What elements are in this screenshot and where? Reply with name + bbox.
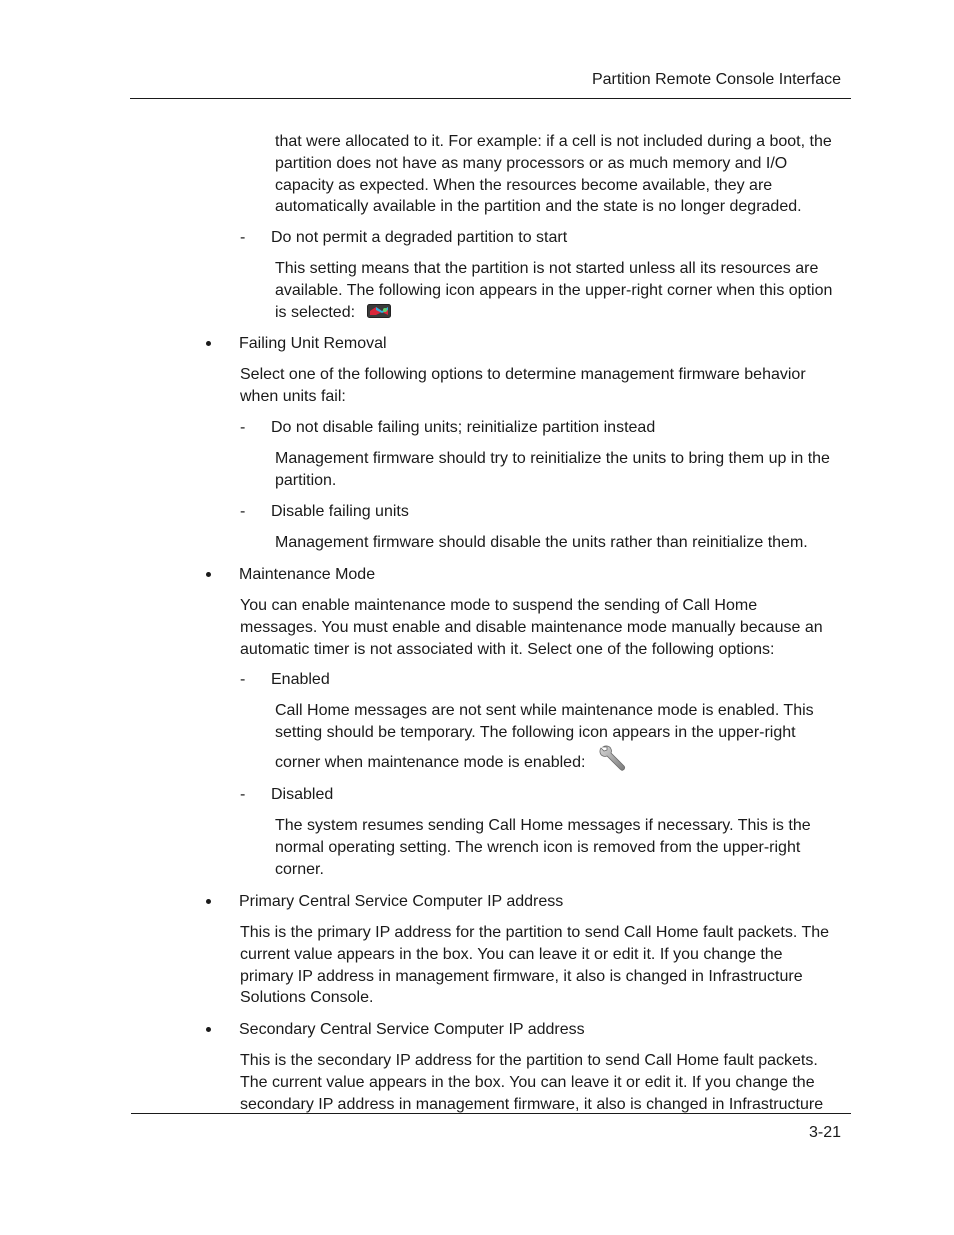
text-line: messages. You must enable and disable maintenance mode manually because an (240, 618, 823, 636)
text-line: corner when maintenance mode is enabled: (275, 753, 586, 771)
header-rule (130, 98, 851, 99)
dash-marker: - (240, 786, 246, 803)
bullet-dot (206, 899, 211, 904)
page-number: 3-21 (808, 1124, 841, 1141)
option-enabled-desc (275, 700, 814, 773)
text-line: capacity as expected. When the resources become available, they are (275, 176, 773, 194)
text-line: Solutions Console. (240, 989, 374, 1007)
maintenance-heading: Maintenance Mode (239, 566, 376, 583)
text-line: secondary IP address in management firmware, it also is changed in Infrastructure (240, 1095, 824, 1113)
secondary-ip-desc (240, 1050, 823, 1115)
text-line: Management firmware should try to reinitialize the units to bring them up in the (275, 450, 830, 467)
option-reinitialize-label: Do not disable failing units; reinitialize partition instead (271, 419, 656, 436)
text-line: The current value appears in the box. You can leave it or edit it. If you change the (240, 1073, 815, 1091)
maintenance-desc (240, 595, 823, 660)
text-line: Select one of the following options to determine management firmware behavior (240, 366, 806, 383)
text-line: corner. (275, 860, 324, 878)
text-line: This setting means that the partition is not started unless all its resources are (275, 260, 819, 277)
dash-marker: - (240, 503, 246, 520)
bullet-dot (206, 1027, 211, 1032)
secondary-ip-heading: Secondary Central Service Computer IP address (239, 1021, 585, 1038)
primary-ip-heading: Primary Central Service Computer IP address (239, 893, 564, 910)
failing-unit-desc (240, 364, 806, 408)
bullet-dot (206, 341, 211, 346)
failing-unit-heading: Failing Unit Removal (239, 335, 387, 352)
footer-rule (131, 1113, 851, 1114)
text-line: current value appears in the box. You can leave it or edit it. If you change the (240, 945, 783, 963)
running-header: Partition Remote Console Interface (591, 71, 841, 88)
text-line: The system resumes sending Call Home messages if necessary. This is the (275, 817, 811, 834)
dash-marker: - (240, 229, 246, 246)
dash-marker: - (240, 671, 246, 688)
option-reinitialize-desc (275, 448, 830, 492)
text-line: when units fail: (240, 387, 346, 405)
text-line: This is the primary IP address for the partition to send Call Home fault packets. The (240, 924, 830, 941)
option-enabled-label: Enabled (271, 671, 330, 688)
option-disabled-label: Disabled (271, 786, 334, 803)
text-line: You can enable maintenance mode to suspend the sending of Call Home (240, 597, 758, 614)
option-degraded-label: Do not permit a degraded partition to start (271, 229, 568, 246)
text-line: primary IP address in management firmware, it also is changed in Infrastructure (240, 967, 803, 985)
wrench-icon (599, 744, 627, 772)
bullet-dot (206, 572, 211, 577)
text-line: partition. (275, 471, 337, 489)
option-disable-label: Disable failing units (271, 503, 409, 520)
primary-ip-desc (240, 922, 829, 1009)
text-line: setting should be temporary. The following icon appears in the upper-right (275, 723, 796, 741)
option-degraded-desc (275, 258, 832, 323)
text-line: normal operating setting. The wrench icon is removed from the upper-right (275, 838, 801, 856)
text-line: This is the secondary IP address for the partition to send Call Home fault packets. (240, 1052, 818, 1069)
degraded-partition-icon (367, 304, 391, 318)
option-disabled-desc (275, 815, 811, 880)
option-disable-desc: Management firmware should disable the units rather than reinitialize them. (275, 534, 808, 551)
dash-marker: - (240, 419, 246, 436)
text-line: partition does not have as many processors or as much memory and I/O (275, 154, 788, 172)
text-line: automatically available in the partition and the state is no longer degraded. (275, 198, 802, 216)
text-line: available. The following icon appears in the upper-right corner when this option (275, 281, 833, 299)
text-line: Call Home messages are not sent while maintenance mode is enabled. This (275, 702, 814, 719)
intro-paragraph (275, 131, 832, 218)
text-line: automatic timer is not associated with it. Select one of the following options: (240, 640, 775, 658)
text-line: that were allocated to it. For example: if a cell is not included during a boot, the (275, 133, 832, 150)
text-line: is selected: (275, 303, 356, 321)
